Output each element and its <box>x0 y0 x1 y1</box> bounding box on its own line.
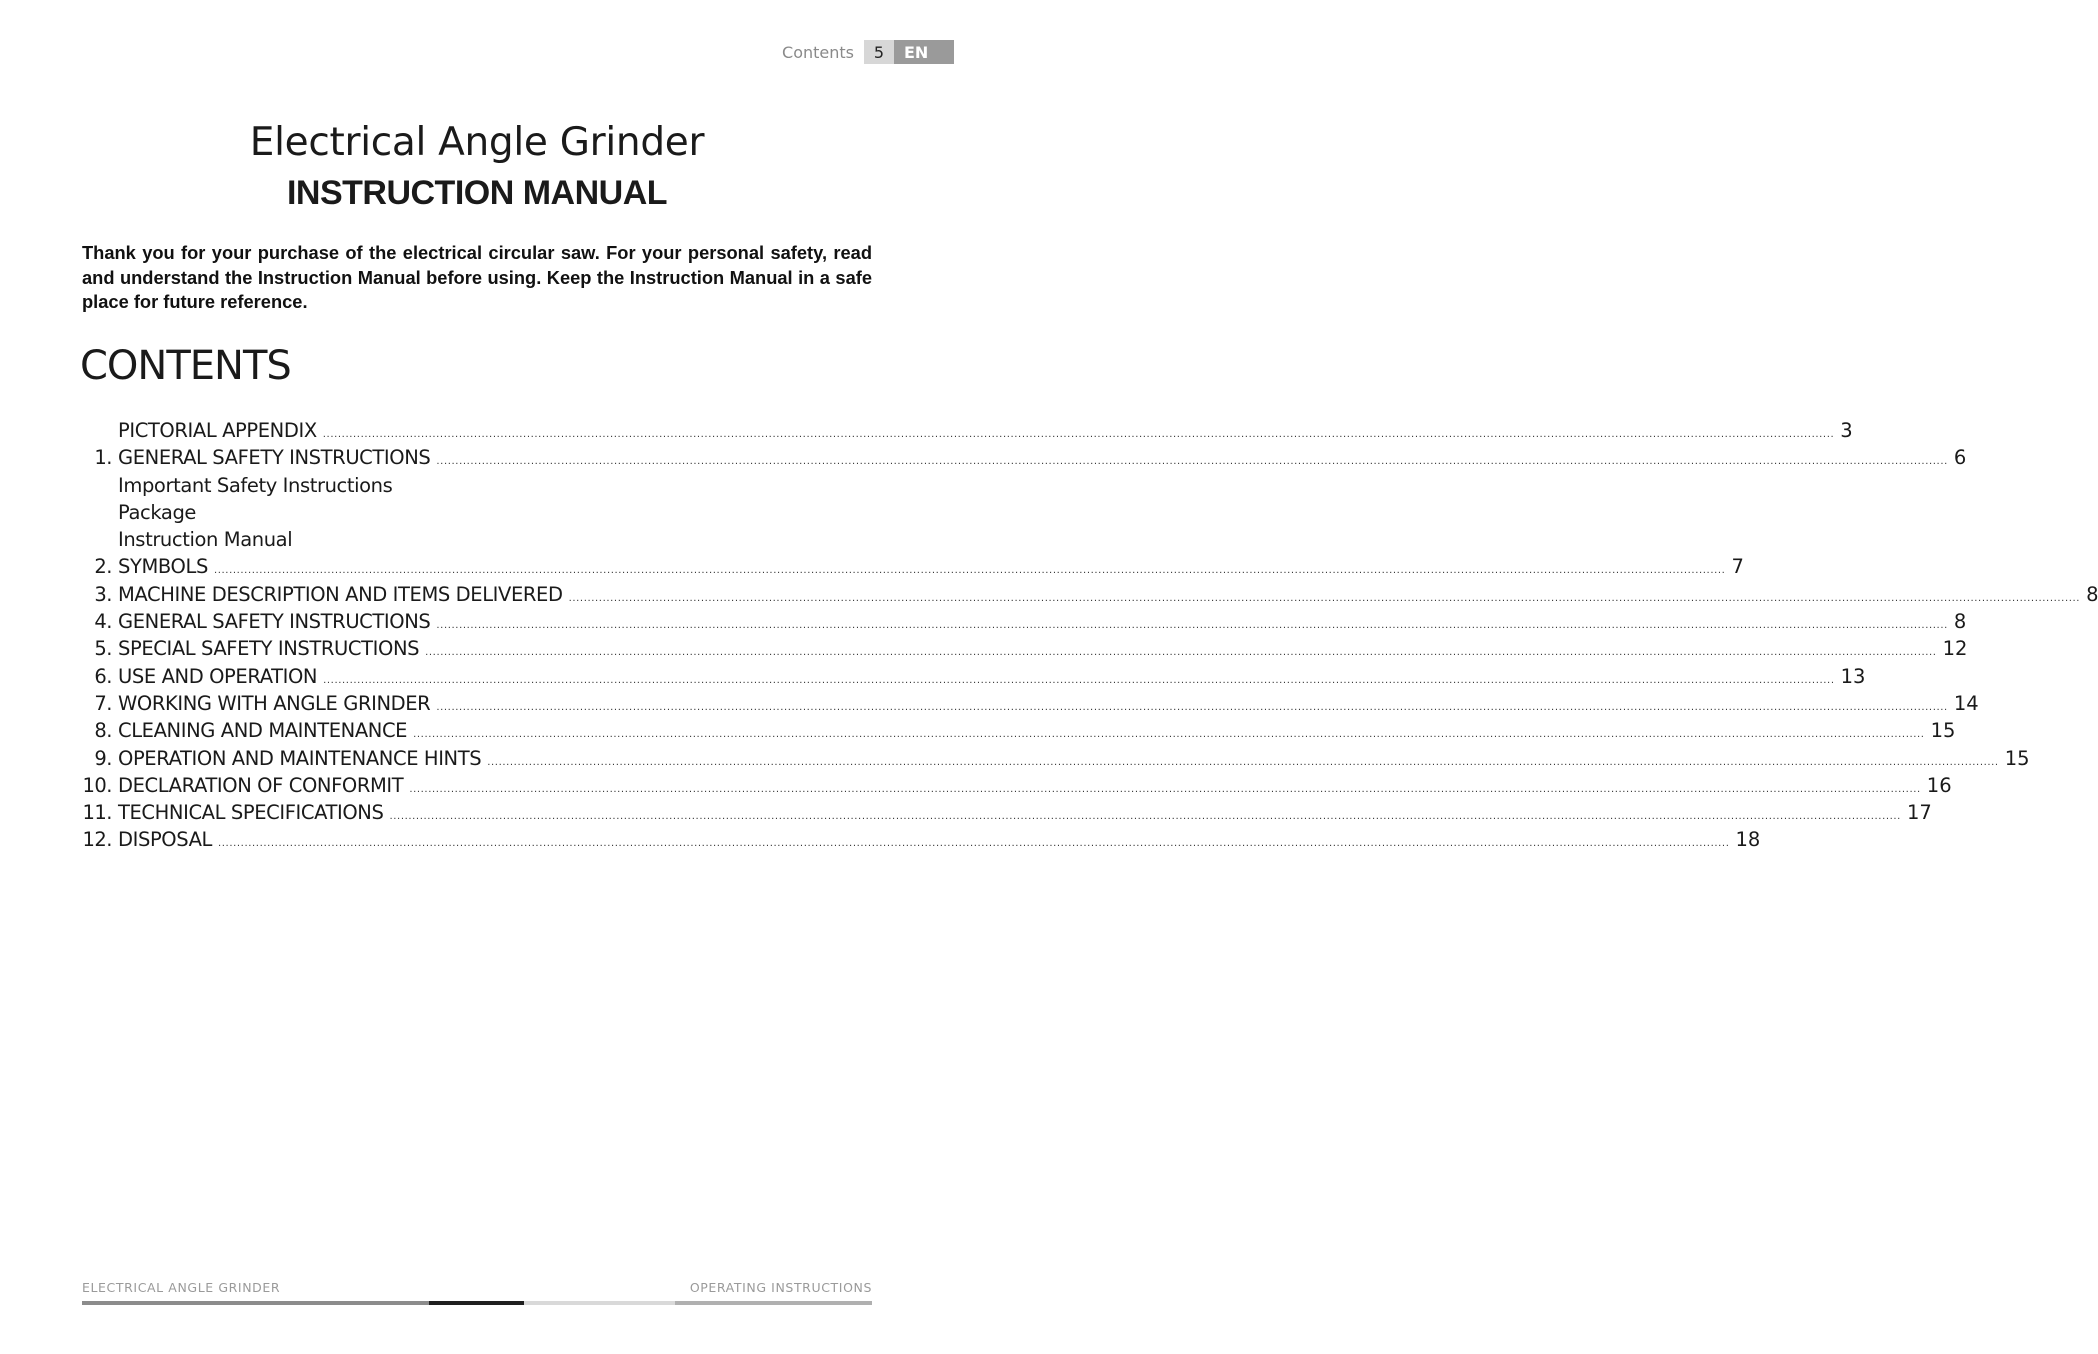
toc-dot-leader: ................................................................................................................................................................................................................................................................................................................................................................................................................ <box>218 838 1730 850</box>
toc-entry-number: 12. <box>82 828 112 852</box>
toc-dot-leader: ................................................................................................................................................................................................................................................................................................................................................................................................................ <box>323 674 1835 686</box>
toc-entry-page: 17 <box>1906 801 1932 825</box>
toc-entry-page: 15 <box>2004 746 2030 770</box>
toc-entry <box>82 446 1967 473</box>
toc-entry-page: 14 <box>1953 691 1979 715</box>
header-page-number: 5 <box>864 40 894 64</box>
toc-entry-number: 8. <box>94 719 112 743</box>
table-of-contents <box>82 419 2098 856</box>
toc-entry-page: 3 <box>1840 419 1853 442</box>
toc-entry <box>82 474 872 501</box>
toc-dot-leader: ................................................................................................................................................................................................................................................................................................................................................................................................................ <box>436 701 1948 713</box>
toc-entry-title: DISPOSAL <box>118 828 212 852</box>
document-subtitle: INSTRUCTION MANUAL <box>286 174 668 212</box>
toc-dot-leader: ................................................................................................................................................................................................................................................................................................................................................................................................................ <box>389 811 1901 823</box>
toc-entry-page: 7 <box>1731 555 1744 579</box>
toc-entry-page: 12 <box>1942 637 1968 661</box>
toc-entry-title: Package <box>118 500 197 524</box>
toc-entry <box>82 419 1853 446</box>
toc-entry <box>82 582 2098 610</box>
toc-entry-title: WORKING WITH ANGLE GRINDER <box>118 691 431 715</box>
toc-entry <box>82 637 1968 664</box>
toc-dot-leader: ................................................................................................................................................................................................................................................................................................................................................................................................................ <box>436 620 1948 632</box>
toc-dot-leader: ................................................................................................................................................................................................................................................................................................................................................................................................................ <box>413 729 1925 741</box>
footer-bar-segment <box>675 1301 872 1305</box>
toc-entry <box>82 719 1956 746</box>
toc-dot-leader: ................................................................................................................................................................................................................................................................................................................................................................................................................ <box>322 429 1835 440</box>
toc-entry-page: 15 <box>1930 719 1956 743</box>
toc-entry-title: SPECIAL SAFETY INSTRUCTIONS <box>118 637 420 661</box>
toc-entry-title: CLEANING AND MAINTENANCE <box>118 719 408 743</box>
toc-entry <box>82 801 1932 828</box>
contents-heading: CONTENTS <box>80 343 291 389</box>
toc-entry-page: 8 <box>1953 610 1967 634</box>
toc-dot-leader: ................................................................................................................................................................................................................................................................................................................................................................................................................ <box>436 456 1948 468</box>
toc-entry-number: 1. <box>94 446 112 470</box>
toc-entry <box>82 746 2030 774</box>
toc-entry-page: 8 <box>2086 582 2098 606</box>
toc-entry-page: 6 <box>1953 446 1967 470</box>
toc-entry-page: 13 <box>1840 664 1866 688</box>
intro-paragraph: Thank you for your purchase of the electrical circular saw. For your personal safety, read and understand the Instruction Manual before using. Keep the Instruction Manual in a safe place for future reference. <box>82 242 872 312</box>
toc-entry-number: 6. <box>94 664 112 688</box>
footer-right-label: OPERATING INSTRUCTIONS <box>689 1280 872 1295</box>
footer-bar-segment <box>524 1301 675 1305</box>
footer-left-label: ELECTRICAL ANGLE GRINDER <box>82 1280 281 1295</box>
toc-entry-number: 11. <box>82 801 112 825</box>
header-section-label: Contents <box>782 42 854 62</box>
toc-entry-page: 18 <box>1735 828 1761 852</box>
toc-entry <box>82 773 1952 801</box>
toc-entry <box>82 610 1967 637</box>
toc-dot-leader: ................................................................................................................................................................................................................................................................................................................................................................................................................ <box>409 783 1921 795</box>
toc-entry-page: 16 <box>1926 773 1952 797</box>
toc-entry <box>82 528 872 555</box>
toc-entry-number: 10. <box>82 773 112 797</box>
toc-entry-number: 5. <box>94 637 112 661</box>
toc-dot-leader: ................................................................................................................................................................................................................................................................................................................................................................................................................ <box>213 565 1726 577</box>
toc-entry-title: DECLARATION OF CONFORMIT <box>118 773 404 797</box>
toc-entry-number: 9. <box>94 746 112 770</box>
toc-dot-leader: ................................................................................................................................................................................................................................................................................................................................................................................................................ <box>425 647 1937 659</box>
footer-bar <box>82 1301 872 1305</box>
toc-entry-number: 7. <box>94 691 112 715</box>
toc-entry-title: Instruction Manual <box>118 528 293 552</box>
toc-entry-title: MACHINE DESCRIPTION AND ITEMS DELIVERED <box>118 582 563 606</box>
page-header <box>782 40 954 64</box>
toc-entry-title: TECHNICAL SPECIFICATIONS <box>118 801 384 825</box>
toc-entry-title: Important Safety Instructions <box>118 473 393 497</box>
toc-entry <box>82 555 1744 582</box>
toc-entry-title: GENERAL SAFETY INSTRUCTIONS <box>118 610 431 634</box>
header-language-tab: EN <box>894 40 954 64</box>
toc-entry <box>82 691 1979 719</box>
toc-entry-title: PICTORIAL APPENDIX <box>118 419 317 442</box>
toc-entry-number: 2. <box>94 555 112 579</box>
toc-entry <box>82 664 1866 692</box>
toc-entry-title: SYMBOLS <box>118 555 208 579</box>
footer-bar-segment <box>82 1301 429 1305</box>
footer-bar-segment <box>429 1301 524 1305</box>
toc-entry-title: OPERATION AND MAINTENANCE HINTS <box>118 746 482 770</box>
toc-entry <box>82 828 1761 855</box>
toc-dot-leader: ................................................................................................................................................................................................................................................................................................................................................................................................................ <box>487 756 1999 768</box>
toc-entry-number: 4. <box>94 610 112 634</box>
toc-entry-title: GENERAL SAFETY INSTRUCTIONS <box>118 446 431 470</box>
toc-dot-leader: ................................................................................................................................................................................................................................................................................................................................................................................................................ <box>568 592 2081 604</box>
document-title: Electrical Angle Grinder <box>249 120 705 165</box>
toc-entry-title: USE AND OPERATION <box>118 664 318 688</box>
toc-entry <box>82 501 872 528</box>
toc-entry-number: 3. <box>94 582 112 606</box>
